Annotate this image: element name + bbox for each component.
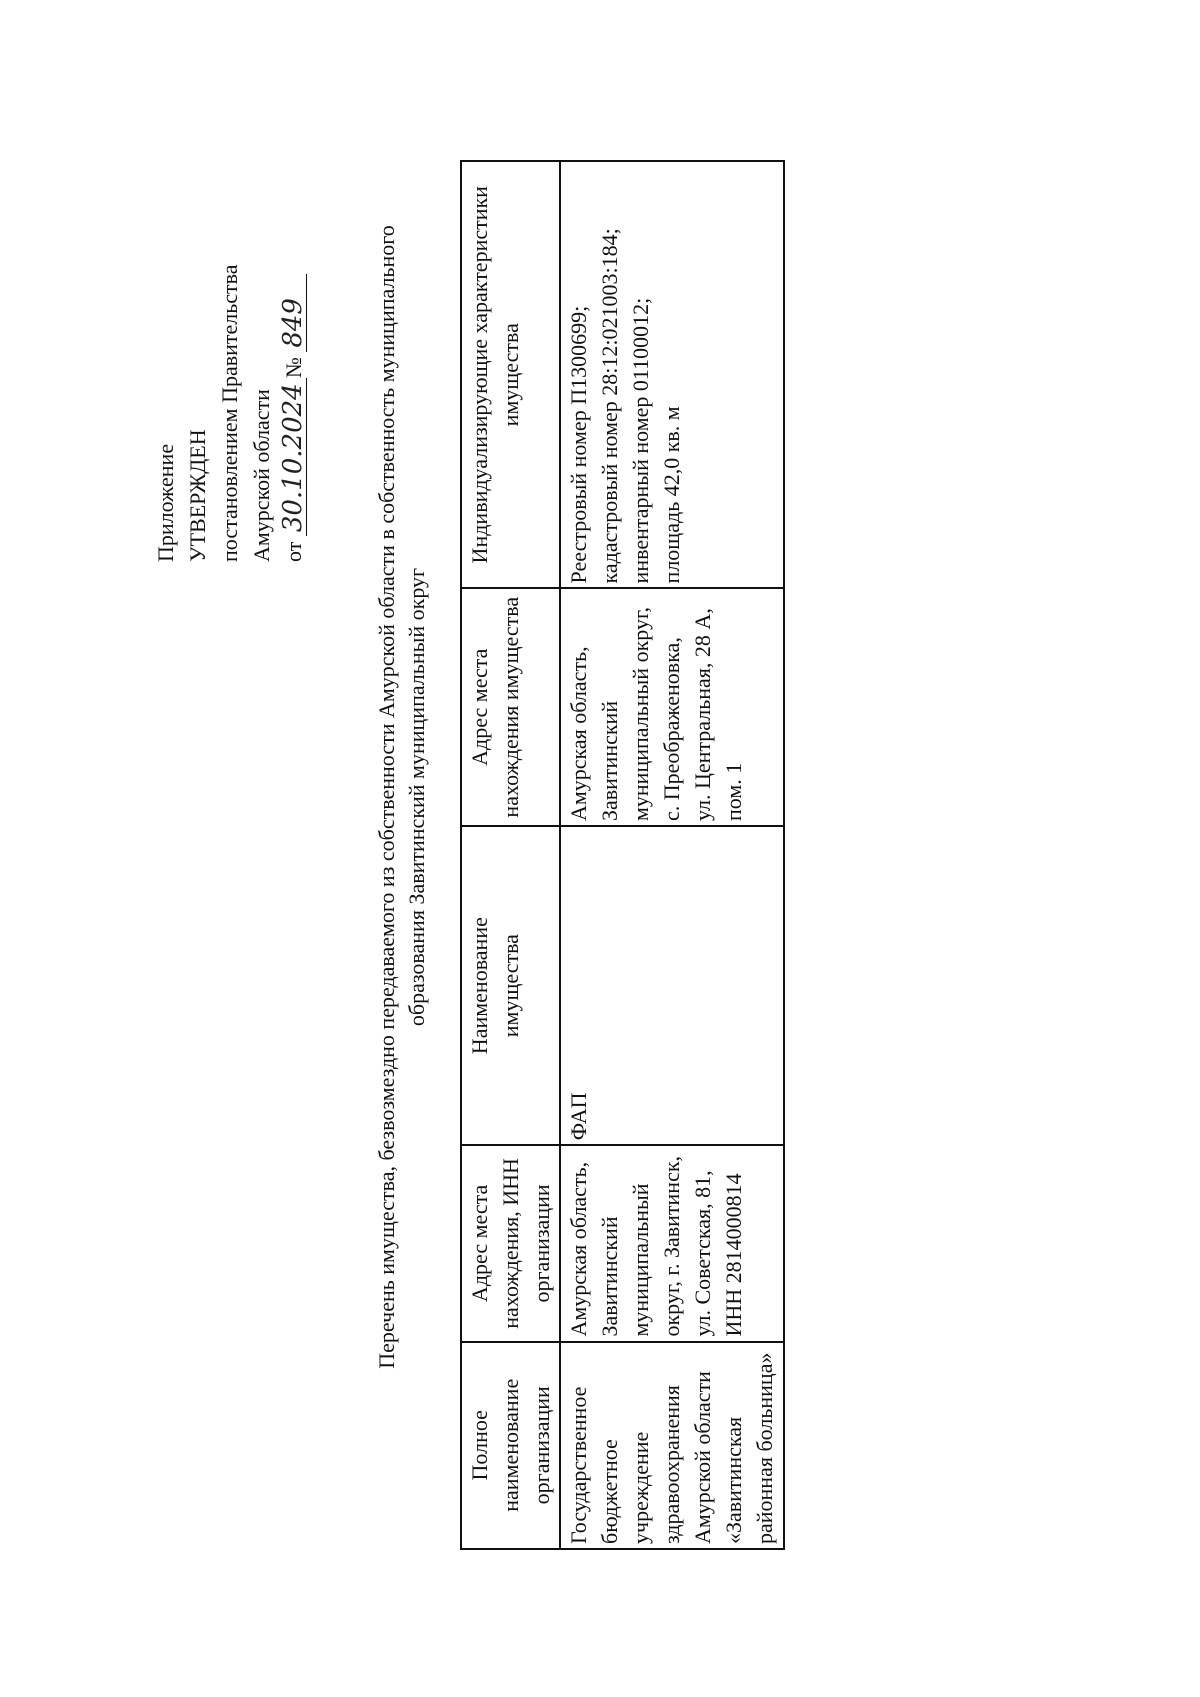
cell-text: инвентарный номер 01100012; (628, 297, 653, 584)
approval-appendix: Приложение (153, 443, 178, 562)
cell-text: Амурской области (690, 1371, 715, 1544)
title-line-2: образования Завитинский муниципальный округ (404, 567, 429, 1027)
cell-text: Реестровый номер П1300699; (566, 305, 591, 584)
header-text: нахождения имущества (498, 596, 523, 818)
title-line-1: Перечень имущества, безвозмездно передаваемого из собственности Амурской области в собственность муниципального (374, 225, 399, 1369)
approval-date-line (278, 142, 310, 562)
cell-property-address (560, 588, 784, 826)
cell-text: Завитинский (597, 700, 622, 822)
cell-text: ул. Советская, 81, (690, 1170, 715, 1337)
header-text: Адрес места (467, 1184, 492, 1303)
cell-text: Завитинский (597, 1216, 622, 1337)
approval-block (150, 142, 310, 562)
header-org-address (461, 1145, 560, 1341)
table-header-row (461, 161, 560, 1549)
cell-text: здравоохранения (659, 1385, 684, 1544)
header-text: имущества (498, 323, 523, 427)
number-prefix: № (281, 357, 306, 379)
cell-property-name (560, 826, 784, 1145)
header-text: нахождения, ИНН (498, 1158, 523, 1329)
cell-text: с. Преображеновка, (659, 637, 684, 822)
table-row (560, 161, 784, 1549)
cell-characteristics (560, 161, 784, 588)
property-table (460, 160, 785, 1550)
cell-text: бюджетное (597, 1439, 622, 1544)
cell-org-name (560, 1342, 784, 1549)
cell-text: муниципальный округ, (628, 606, 653, 822)
handwritten-date: 30.10.2024 (280, 378, 307, 536)
document-title (372, 47, 432, 1547)
cell-text: Амурская область, (566, 646, 591, 822)
cell-text: площадь 42,0 кв. м (659, 406, 684, 584)
header-org-name (461, 1342, 560, 1549)
cell-text: ИНН 2814000814 (721, 1173, 746, 1337)
approval-region: Амурской области (249, 389, 274, 562)
header-text: имущества (498, 934, 523, 1038)
cell-text: Государственное (566, 1386, 591, 1544)
header-characteristics (461, 161, 560, 588)
cell-org-address (560, 1145, 784, 1341)
approval-approved: УТВЕРЖДЕН (185, 429, 210, 562)
header-text: организации (529, 1184, 554, 1303)
cell-text: округ, г. Завитинск, (659, 1155, 684, 1337)
header-text: наименование (498, 1378, 523, 1512)
date-prefix: от (281, 541, 306, 562)
approval-by-decree: постановлением Правительства (217, 264, 242, 562)
handwritten-number: 849 (280, 274, 307, 352)
header-property-address (461, 588, 560, 826)
cell-text: кадастровый номер 28:12:021003:184; (597, 228, 622, 584)
cell-text: муниципальный (628, 1183, 653, 1337)
cell-text: учреждение (628, 1431, 653, 1544)
header-property-name (461, 826, 560, 1145)
header-text: Полное (467, 1410, 492, 1481)
header-text: Индивидуализирующие характеристики (467, 186, 492, 564)
header-text: Наименование (467, 917, 492, 1055)
cell-text: ФАП (566, 1092, 591, 1141)
cell-text: пом. 1 (721, 762, 746, 822)
cell-text: «Завитинская (721, 1416, 746, 1544)
cell-text: Амурская область, (566, 1161, 591, 1337)
header-text: Адрес места (467, 648, 492, 766)
cell-text: районная больница» (752, 1352, 777, 1544)
cell-text: ул. Центральная, 28 А, (690, 608, 715, 822)
header-text: организации (529, 1386, 554, 1505)
